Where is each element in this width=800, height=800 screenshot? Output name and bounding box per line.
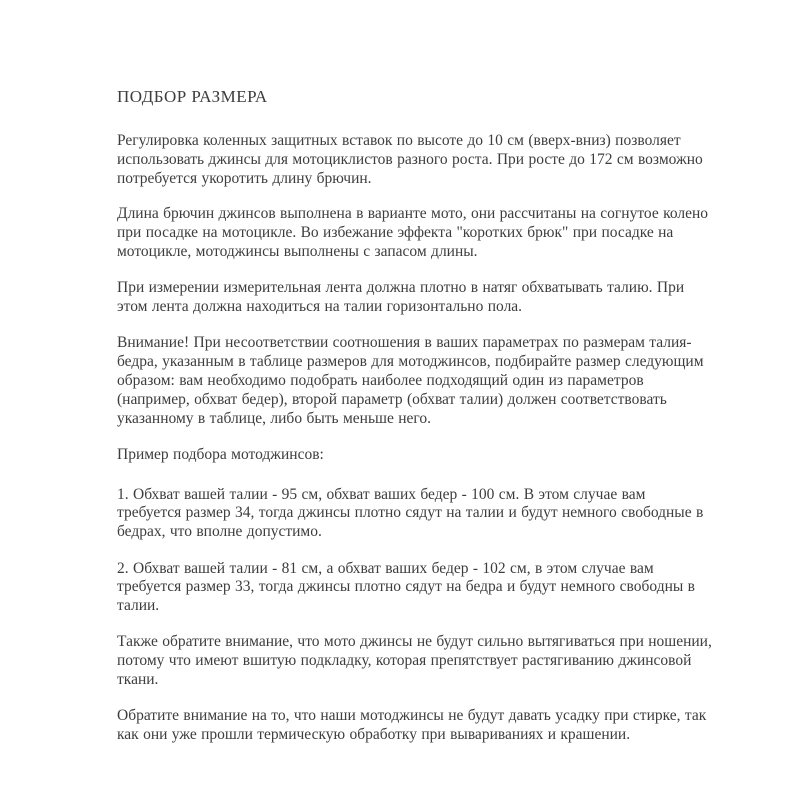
page-title: ПОДБОР РАЗМЕРА <box>117 87 268 106</box>
paragraph-example-2: 2. Обхват вашей талии - 81 см, а обхват ваших бедер - 102 см, в этом случае вам требуется размер 33, тогда джинсы плотно сядут на бедра и будут немного свободны в талии. <box>117 559 695 615</box>
paragraph-attention-size-ratio: Внимание! При несоответствии соотношения в ваших параметрах по размерам талия-бедра, указанным в таблице размеров для мотоджинсов, подбирайте размер следующим образом: вам необходимо подобрать наиболее подходящий один из параметров (например, обхват бедер), второй параметр (обхват талии) должен соответствовать указанному в таблице, либо быть меньше него. <box>117 334 704 427</box>
paragraph-example-heading: Пример подбора мотоджинсов: <box>117 445 324 463</box>
paragraph-no-shrinkage: Обратите внимание на то, что наши мотоджинсы не будут давать усадку при стирке, так как они уже прошли термическую обработку при вывариваниях и крашении. <box>117 707 707 744</box>
paragraph-example-1: 1. Обхват вашей талии - 95 см, обхват ваших бедер - 100 см. В этом случае вам требуется размер 34, тогда джинсы плотно сядут на талии и будут немного свободные в бедрах, что вполне допустимо. <box>117 485 704 541</box>
paragraph-no-stretching: Также обратите внимание, что мото джинсы не будут сильно вытягиваться при ношении, потому что имеют вшитую подкладку, которая препятствует растягиванию джинсовой ткани. <box>117 633 712 689</box>
paragraph-knee-inserts: Регулировка коленных защитных вставок по высоте до 10 см (вверх-вниз) позволяет использовать джинсы для мотоциклистов разного роста. При росте до 172 см возможно потребуется укоротить длину брючин. <box>117 132 703 187</box>
paragraph-leg-length: Длина брючин джинсов выполнена в варианте мото, они рассчитаны на согнутое колено при посадке на мотоцикле. Во избежание эффекта "коротких брюк" при посадке на мотоцикле, мотоджинсы выполнены с запасом длины. <box>117 205 709 260</box>
paragraph-measuring-tape: При измерении измерительная лента должна плотно в натяг обхватывать талию. При этом лента должна находиться на талии горизонтально пола. <box>117 279 685 316</box>
